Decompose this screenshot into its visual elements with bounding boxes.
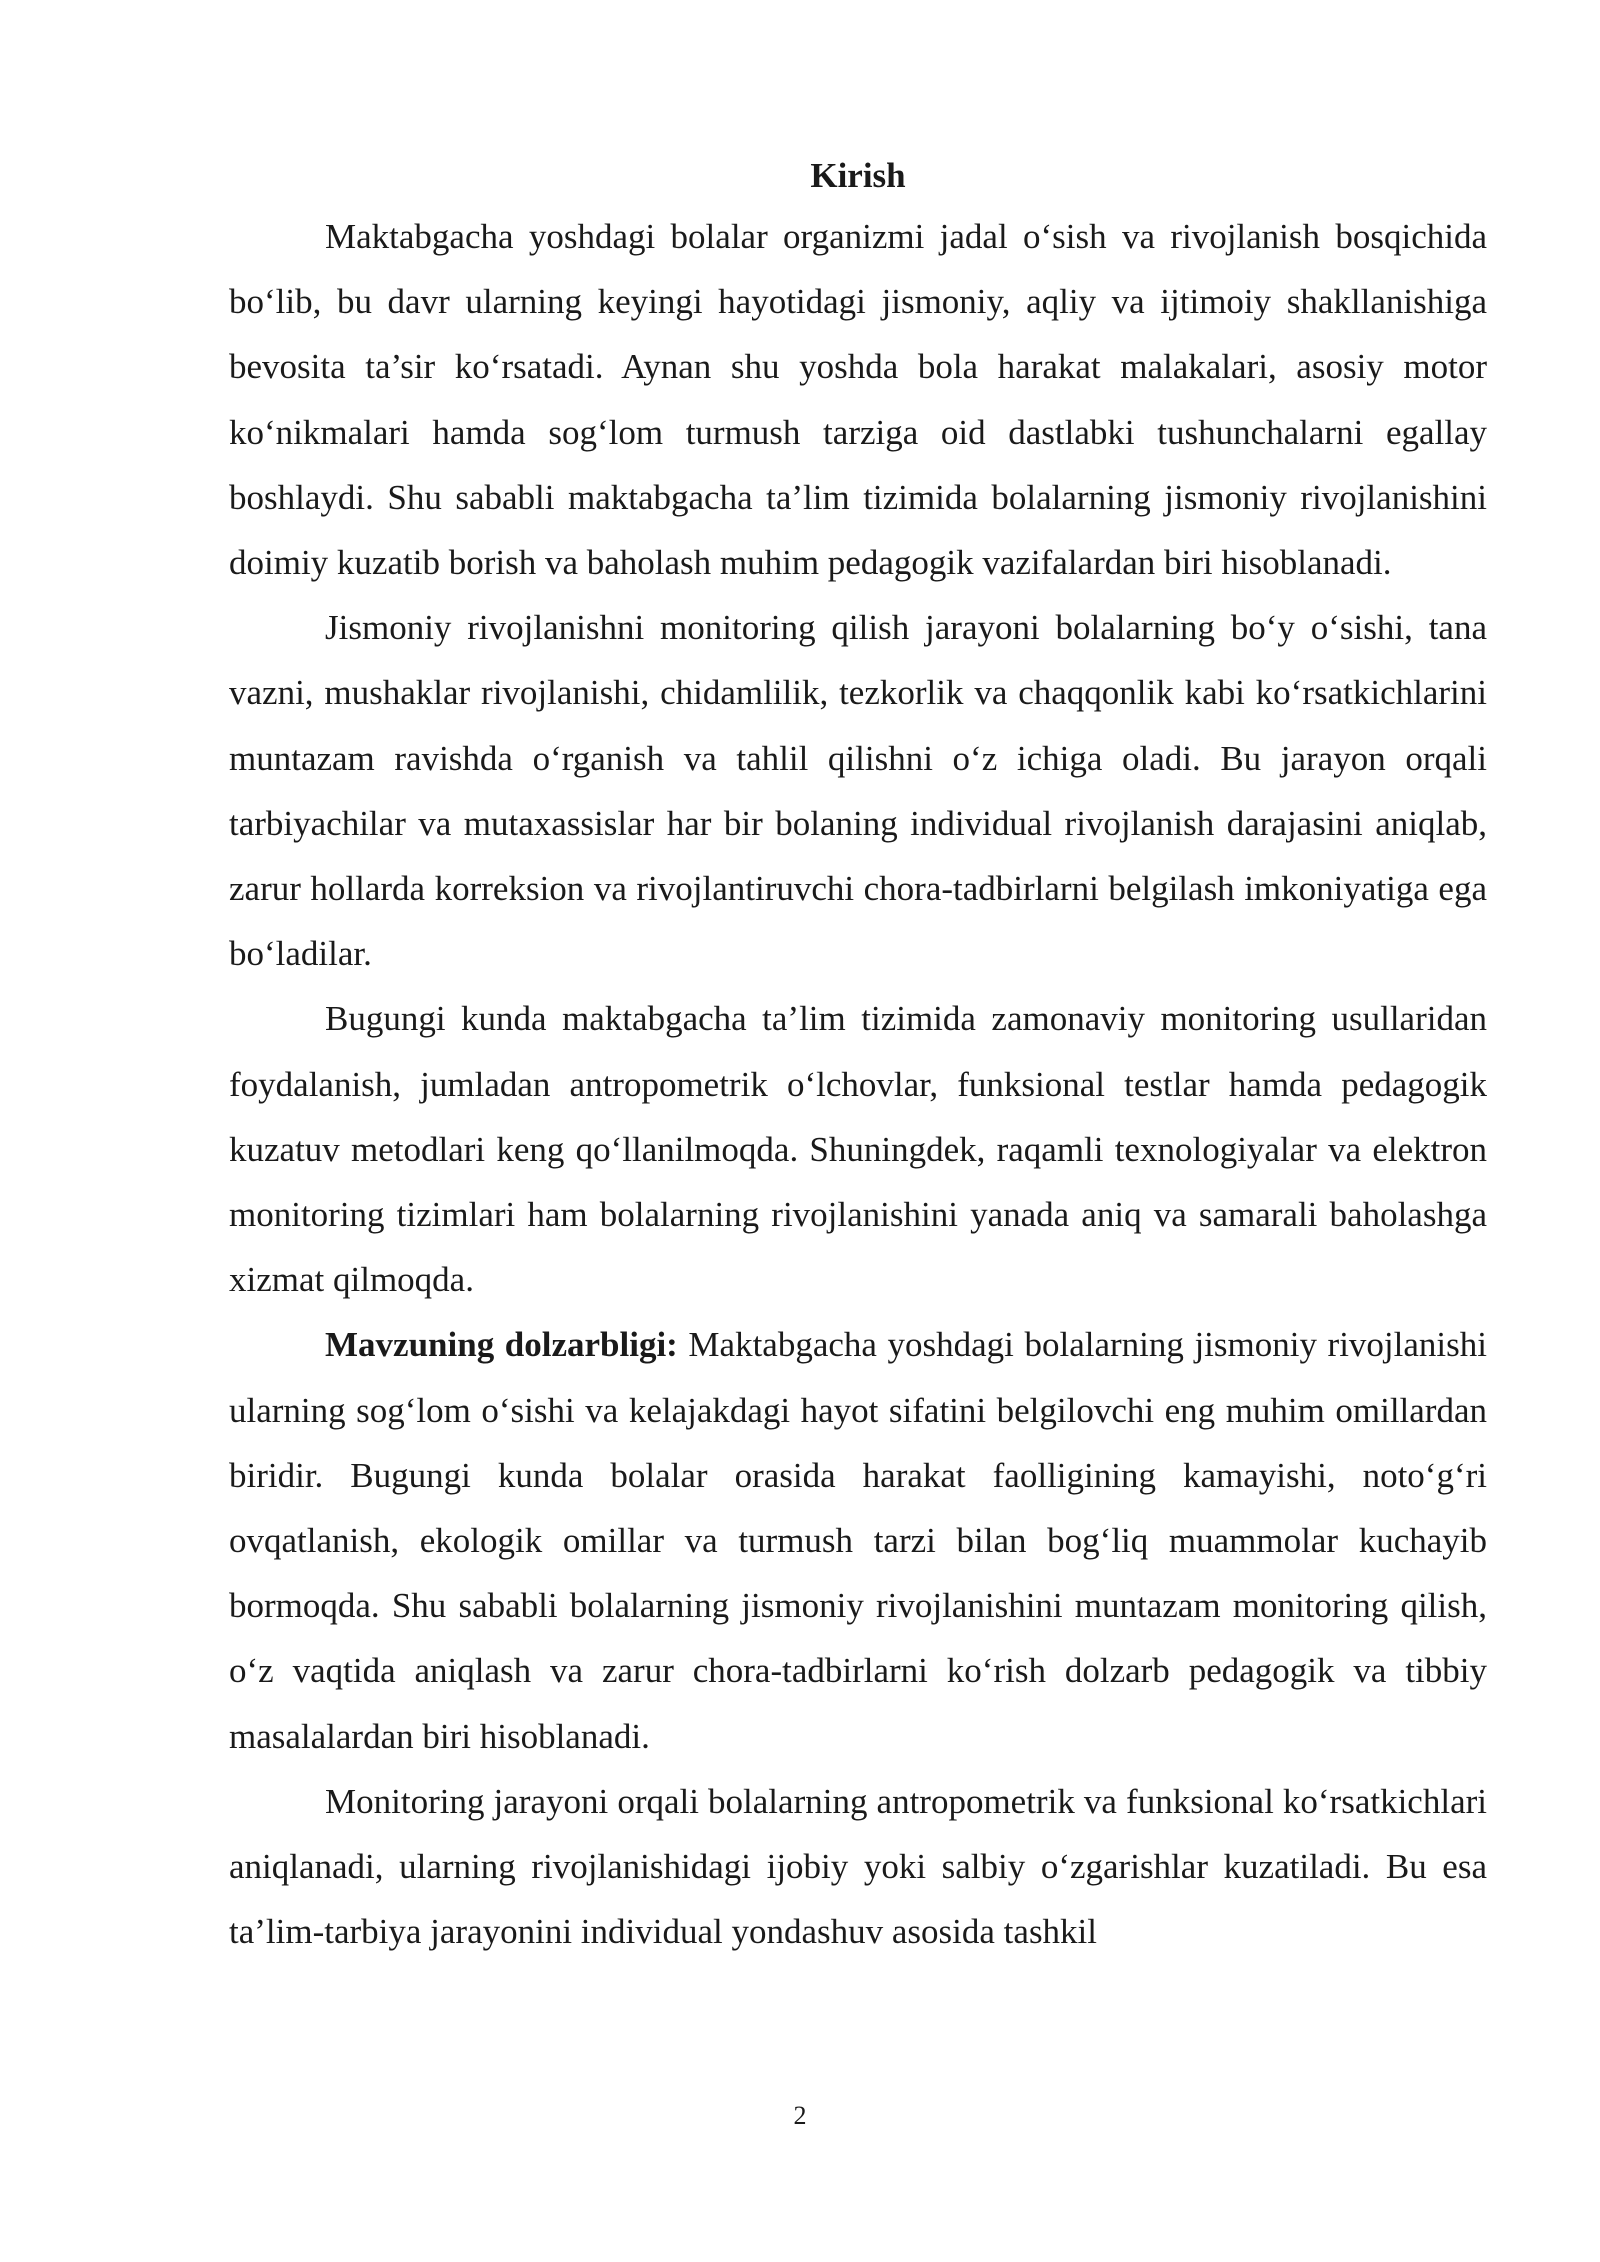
paragraph-text: Maktabgacha yoshdagi bolalar organizmi jadal o‘sish va rivojlanish bosqichida bo‘lib, bu davr ularning keyingi hayotidagi jismoniy, aqliy va ijtimoiy shakllanishiga bevosita ta’sir ko‘rsatadi. Aynan shu yoshda bola harakat malakalari, asosiy motor ko‘nikmalari hamda sog‘lom turmush tarziga oid dastlabki tushunchalarni egallay boshlaydi. Shu sababli maktabgacha ta’lim tizimida bolalarning jismoniy rivojlanishini doimiy kuzatib borish va baholash muhim pedagogik vazifalardan biri hisoblanadi.	[229, 217, 1487, 583]
paragraph-introduction	[229, 204, 1487, 595]
paragraph-modern-methods	[229, 986, 1487, 1312]
paragraph-lead-relevance: Mavzuning dolzarbligi:	[325, 1325, 678, 1365]
document-body	[229, 148, 1487, 1964]
page-number: 2	[793, 2101, 807, 2130]
paragraph-monitoring-process	[229, 595, 1487, 986]
paragraph-text: Monitoring jarayoni orqali bolalarning antropometrik va funksional ko‘rsatkichlari aniqlanadi, ularning rivojlanishidagi ijobiy yoki salbiy o‘zgarishlar kuzatiladi. Bu esa ta’lim-tarbiya jarayonini individual yondashuv asosida tashkil	[229, 1781, 1487, 1952]
paragraph-monitoring-results	[229, 1769, 1487, 1965]
paragraph-text: Jismoniy rivojlanishni monitoring qilish jarayoni bolalarning bo‘y o‘sishi, tana vazni, mushaklar rivojlanishi, chidamlilik, tezkorlik va chaqqonlik kabi ko‘rsatkichlarini muntazam ravishda o‘rganish va tahlil qilishni o‘z ichiga oladi. Bu jarayon orqali tarbiyachilar va mutaxassislar har bir bolaning individual rivojlanish darajasini aniqlab, zarur hollarda korreksion va rivojlantiruvchi chora-tadbirlarni belgilash imkoniyatiga ega bo‘ladilar.	[229, 608, 1487, 974]
paragraph-text: Maktabgacha yoshdagi bolalarning jismoniy rivojlanishi ularning sog‘lom o‘sishi va kelajakdagi hayot sifatini belgilovchi eng muhim omillardan biridir. Bugungi kunda bolalar orasida harakat faolligining kamayishi, noto‘g‘ri ovqatlanish, ekologik omillar va turmush tarzi bilan bog‘liq muammolar kuchayib bormoqda. Shu sababli bolalarning jismoniy rivojlanishini muntazam monitoring qilish, o‘z vaqtida aniqlash va zarur chora-tadbirlarni ko‘rish dolzarb pedagogik va tibbiy masalalardan biri hisoblanadi.	[229, 1325, 1487, 1756]
section-title: Kirish	[810, 156, 906, 195]
paragraph-relevance	[229, 1312, 1487, 1768]
paragraph-text: Bugungi kunda maktabgacha ta’lim tizimida zamonaviy monitoring usullaridan foydalanish, jumladan antropometrik o‘lchovlar, funksional testlar hamda pedagogik kuzatuv metodlari keng qo‘llanilmoqda. Shuningdek, raqamli texnologiyalar va elektron monitoring tizimlari ham bolalarning rivojlanishini yanada aniq va samarali baholashga xizmat qilmoqda.	[229, 999, 1487, 1300]
